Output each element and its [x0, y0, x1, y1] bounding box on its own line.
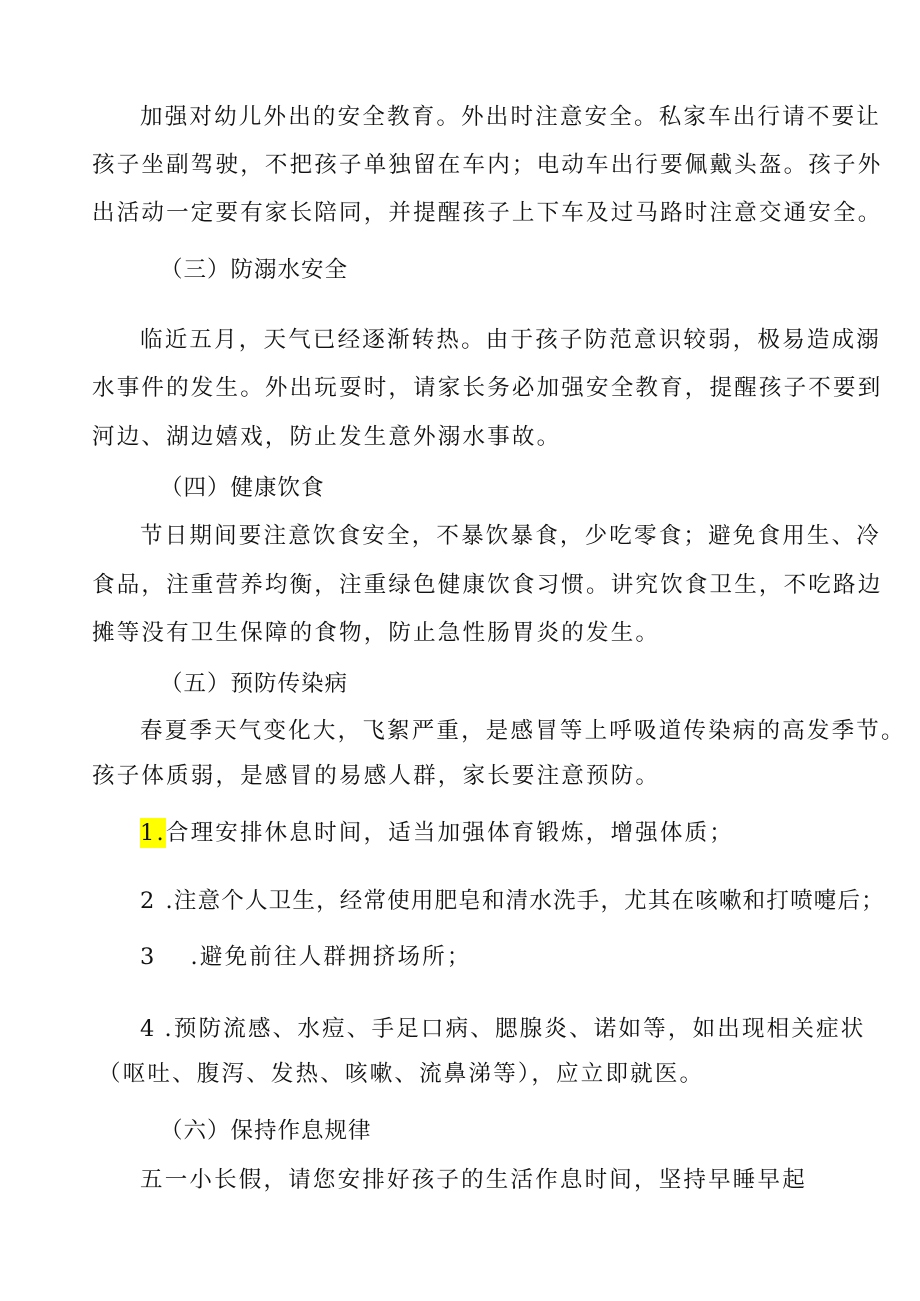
paragraph-line: 加强对幼儿外出的安全教育。外出时注意安全。私家车出行请不要让	[140, 104, 882, 130]
list-number: 3	[140, 944, 157, 970]
list-item	[140, 1014, 880, 1044]
paragraph-line: 节日期间要注意饮食安全，不暴饮暴食，少吃零食；避免食用生、冷	[140, 523, 882, 549]
paragraph-line: 出活动一定要有家长陪同，并提醒孩子上下车及过马路时注意交通安全。	[92, 200, 883, 226]
list-continuation: （呕吐、腹泻、发热、咳嗽、流鼻涕等），应立即就医。	[98, 1061, 705, 1087]
paragraph-line: 食品，注重营养均衡，注重绿色健康饮食习惯。讲究饮食卫生，不吃路边	[92, 572, 883, 598]
paragraph-line: 摊等没有卫生保障的食物，防止急性肠胃炎的发生。	[92, 620, 661, 646]
paragraph-line: 河边、湖边嬉戏，防止发生意外溺水事故。	[92, 424, 562, 450]
list-item	[140, 818, 880, 848]
list-text: .预防流感、水痘、手足口病、腮腺炎、诺如等，如出现相关症状	[164, 1016, 866, 1042]
list-number: 1.	[140, 820, 166, 846]
paragraph-line: 临近五月，天气已经逐渐转热。由于孩子防范意识较弱，极易造成溺	[140, 327, 882, 353]
list-text: .避免前往人群拥挤场所；	[190, 944, 472, 970]
list-item	[140, 886, 885, 916]
section-heading-4: （四）健康饮食	[160, 475, 325, 501]
paragraph-line: 春夏季天气变化大，飞絮严重，是感冒等上呼吸道传染病的高发季节。	[140, 718, 906, 744]
list-text: 合理安排休息时间，适当加强体育锻炼，增强体质；	[165, 820, 734, 846]
paragraph-line: 孩子坐副驾驶，不把孩子单独留在车内；电动车出行要佩戴头盔。孩子外	[92, 152, 883, 178]
paragraph-line: 五一小长假，请您安排好孩子的生活作息时间，坚持早睡早起	[140, 1167, 807, 1193]
section-heading-6: （六）保持作息规律	[160, 1118, 372, 1144]
list-number: 4	[140, 1016, 157, 1042]
section-heading-5: （五）预防传染病	[160, 671, 349, 697]
list-item	[140, 942, 880, 972]
paragraph-line: 水事件的发生。外出玩耍时，请家长务必加强安全教育，提醒孩子不要到	[92, 375, 883, 401]
list-number: 2	[140, 888, 156, 914]
list-text: .注意个人卫生，经常使用肥皂和清水洗手，尤其在咳嗽和打喷嚏后；	[165, 888, 885, 914]
paragraph-line: 孩子体质弱，是感冒的易感人群，家长要注意预防。	[92, 763, 661, 789]
section-heading-3: （三）防溺水安全	[160, 257, 349, 283]
